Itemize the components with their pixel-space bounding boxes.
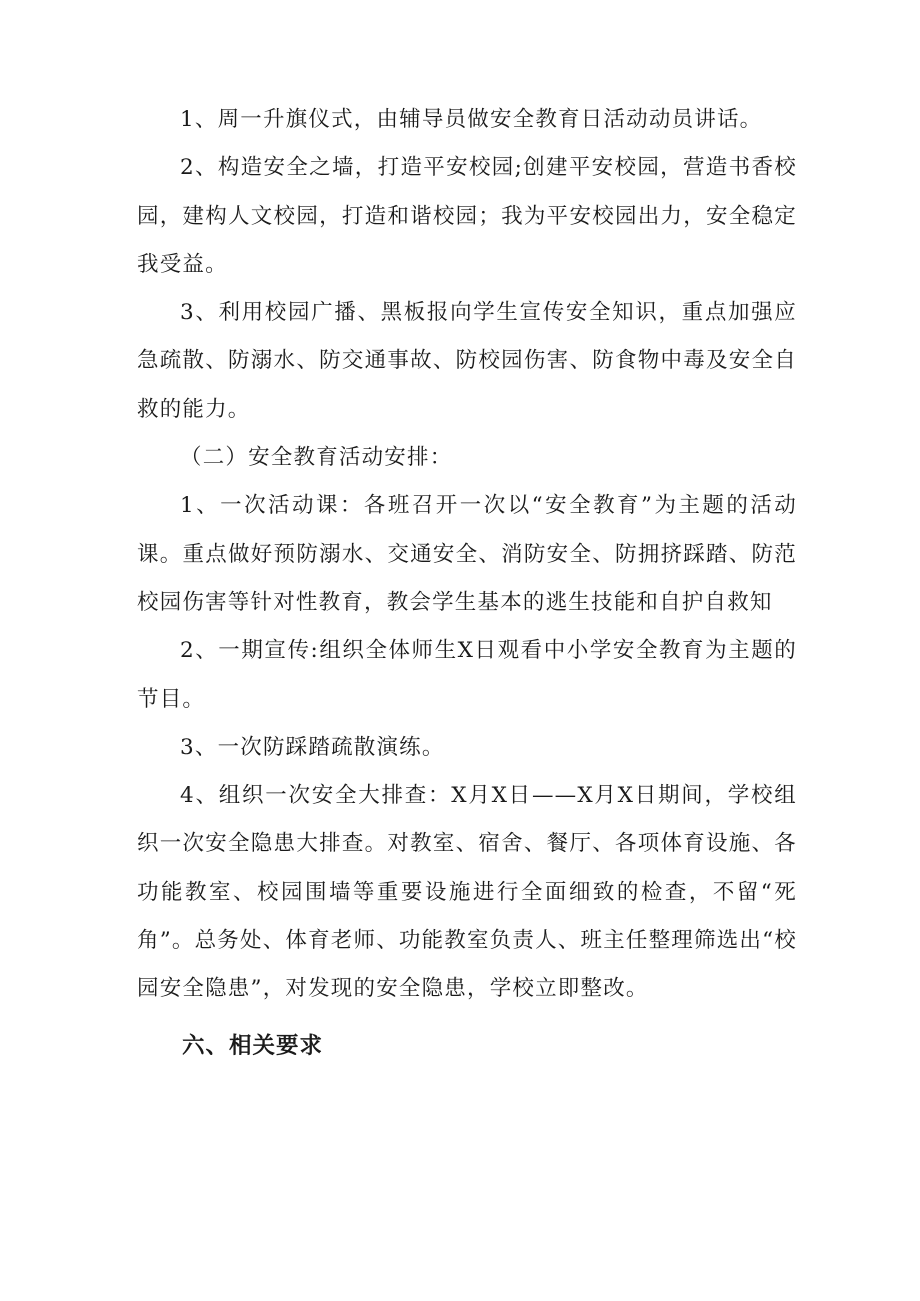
paragraph-flag-ceremony: 1、周一升旗仪式，由辅导员做安全教育日活动动员讲话。 [180, 107, 763, 132]
paragraph-activity-class: 1、一次活动课：各班召开一次以“安全教育”为主题的活动课。重点做好预防溺水、交通安全、消防安全、防拥挤踩踏、防范校园伤害等针对性教育，教会学生基本的逃生技能和自护自救知 [137, 493, 797, 615]
paragraph-evacuation-drill: 3、一次防踩踏疏散演练。 [180, 734, 445, 760]
paragraph-safety-wall: 2、构造安全之墙，打造平安校园;创建平安校园，营造书香校园，建构人文校园，打造和谐校园；我为平安校园出力，安全稳定我受益。 [137, 155, 797, 277]
section-heading: 六、相关要求 [182, 1032, 324, 1059]
paragraph-publicity: 2、一期宣传:组织全体师生X日观看中小学安全教育为主题的节目。 [137, 638, 797, 712]
document-body [137, 96, 797, 1070]
paragraph-safety-inspection: 4、组织一次安全大排查：X月X日——X月X日期间，学校组织一次安全隐患大排查。对教室、宿舍、餐厅、各项体育设施、各功能教室、校园围墙等重要设施进行全面细致的检查，不留“死角”。总务处、体育老师、功能教室负责人、班主任整理筛选出“校园安全隐患”，对发现的安全隐患，学校立即整改。 [137, 783, 797, 1002]
paragraph-subheading-arrangement: （二）安全教育活动安排： [180, 445, 453, 471]
paragraph-broadcast: 3、利用校园广播、黑板报向学生宣传安全知识，重点加强应急疏散、防溺水、防交通事故、防校园伤害、防食物中毒及安全自救的能力。 [137, 300, 797, 422]
